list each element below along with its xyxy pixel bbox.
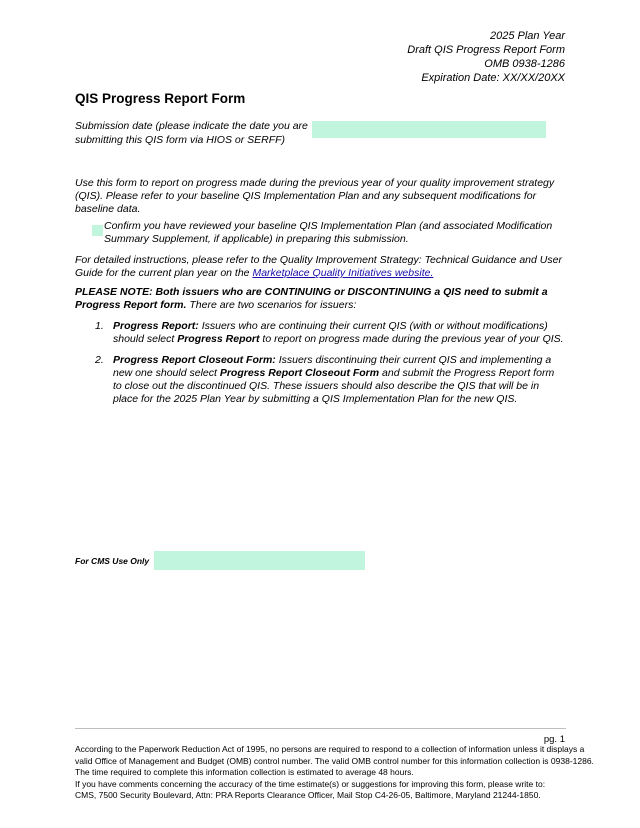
pra-footer xyxy=(75,744,594,802)
page-number: pg. 1 xyxy=(543,734,565,745)
note-rest: There are two scenarios for issuers: xyxy=(186,299,357,311)
scenario-text: and submit the Progress Report form to close out the discontinued QIS. These issuers should also describe the QIS that will be in place for the 2025 Plan Year by submitting a QIS Implementation Plan for the new QIS. xyxy=(113,367,555,405)
intro-paragraph: Use this form to report on progress made during the previous year of your quality improvement strategy (QIS). Please refer to your baseline QIS Implementation Plan and any subsequent modifications for baseline data. xyxy=(75,177,555,215)
scenario-title: Progress Report Closeout Form: xyxy=(113,354,276,366)
cms-use-label: For CMS Use Only xyxy=(75,556,150,566)
note-paragraph xyxy=(75,286,565,312)
scenario-emphasis: Progress Report Closeout Form xyxy=(219,367,380,379)
instructions-text: For detailed instructions, please refer to the Quality Improvement Strategy: Technical Guidance and User Guide for the current plan year on the xyxy=(75,254,562,279)
confirm-checkbox[interactable] xyxy=(92,225,103,236)
scenario-text: Issuers who are continuing their current QIS (with or without modifications) should select xyxy=(113,320,548,345)
expiration-date: Expiration Date: XX/XX/20XX xyxy=(421,72,565,84)
list-item xyxy=(75,354,565,406)
note-bold: PLEASE NOTE: Both issuers who are CONTINUING or DISCONTINUING a QIS need to submit a Progress Report form. xyxy=(75,286,548,311)
marketplace-quality-link[interactable]: Marketplace Quality Initiatives website. xyxy=(252,267,434,279)
page-title: QIS Progress Report Form xyxy=(75,91,246,106)
footer-line: CMS, 7500 Security Boulevard, Attn: PRA Reports Clearance Officer, Mail Stop C4-26-05, Baltimore, Maryland 21244-1850. xyxy=(75,790,541,800)
footer-divider xyxy=(75,728,566,729)
scenario-title: Progress Report: xyxy=(113,320,199,332)
form-name: Draft QIS Progress Report Form xyxy=(407,44,565,56)
submission-date-label: Submission date (please indicate the date you are submitting this QIS form via HIOS or SERFF) xyxy=(75,120,308,146)
cms-use-field[interactable] xyxy=(154,551,365,570)
document-header xyxy=(407,29,565,85)
list-item xyxy=(75,320,565,346)
scenario-list xyxy=(75,320,565,406)
instructions-paragraph xyxy=(75,254,565,280)
footer-line: The time required to complete this information collection is estimated to average 48 hours. xyxy=(75,767,414,777)
plan-year: 2025 Plan Year xyxy=(489,30,565,42)
list-number: 2. xyxy=(95,354,104,366)
scenario-text: Issuers discontinuing their current QIS and implementing a new one should select xyxy=(113,354,552,379)
submission-date-field[interactable] xyxy=(312,121,546,138)
footer-line: valid Office of Management and Budget (OMB) control number. The valid OMB control number for this information collection is 0938-1286. xyxy=(75,755,594,766)
list-number: 1. xyxy=(95,320,104,332)
scenario-emphasis: Progress Report xyxy=(177,333,260,345)
scenario-text: to report on progress made during the previous year of your QIS. xyxy=(259,333,564,345)
footer-line: According to the Paperwork Reduction Act of 1995, no persons are required to respond to a collection of information unless it displays a xyxy=(75,744,585,754)
footer-line: If you have comments concerning the accuracy of the time estimate(s) or suggestions for improving this form, please write to: xyxy=(75,778,546,789)
confirm-text: Confirm you have reviewed your baseline QIS Implementation Plan (and associated Modification Summary Supplement, if applicable) in preparing this submission. xyxy=(104,220,553,245)
omb-number: OMB 0938-1286 xyxy=(484,58,565,70)
